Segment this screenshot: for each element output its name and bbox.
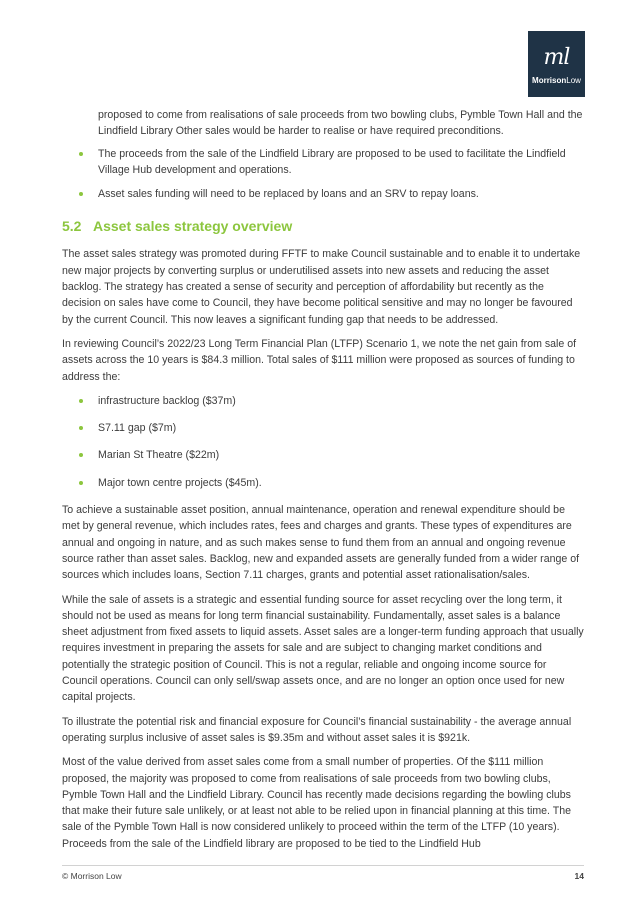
list-item: Major town centre projects ($45m). — [62, 475, 584, 491]
logo-mark: ml — [543, 45, 570, 70]
funding-bullet-list — [62, 393, 584, 491]
list-item: Marian St Theatre ($22m) — [62, 447, 584, 463]
section-title: Asset sales strategy overview — [93, 218, 293, 235]
morrison-low-logo — [528, 31, 585, 97]
paragraph: To achieve a sustainable asset position, annual maintenance, operation and renewal expenditure should be met by general revenue, which includes rates, fees and charges and grants. These types of expenditures are annual and ongoing in nature, and as such makes sense to fund them from an annual and ongoing revenue source rather than asset sales. Backlog, new and expanded assets are generally funded from a wider range of sources which includes loans, Section 7.11 charges, grants and potential asset rationalisation/sales. — [62, 504, 580, 582]
list-item: infrastructure backlog ($37m) — [62, 393, 584, 409]
logo-brand-b: Low — [566, 76, 581, 85]
section-heading — [62, 216, 584, 236]
page-footer — [62, 865, 584, 881]
list-item: Asset sales funding will need to be replaced by loans and an SRV to repay loans. — [62, 186, 584, 202]
section-number: 5.2 — [62, 218, 82, 235]
page-content — [62, 107, 584, 860]
logo-brand — [528, 76, 585, 85]
intro-bullet-list — [62, 146, 584, 203]
paragraph: Most of the value derived from asset sales come from a small number of properties. Of the $111 million proposed, the majority was proposed to come from realisations of sale proceeds from two bowling clubs, Pymble Town Hall and the Lindfield Library. Council has recently made decisions regarding the bowling clubs that make their future sale unlikely, or at least not able to be relied upon in financial planning at this time. The sale of the Pymble Town Hall is now considered unlikely to proceed within the term of the LTFP (10 years). Proceeds from the sale of the Lindfield library are proposed to be tied to the Lindfield Hub — [62, 756, 571, 850]
footer-copyright: © Morrison Low — [62, 871, 122, 881]
paragraph: The asset sales strategy was promoted during FFTF to make Council sustainable and to enable it to undertake new major projects by converting surplus or underutilised assets into new assets and reducing the asset backlog. The strategy has created a sense of security and perception of affordability but recently as the decision on sales have come to Council, they have become political sensitive and may no longer be favoured by the current Council. This now leaves a significant funding gap that needs to be addressed. — [62, 248, 581, 326]
paragraph: While the sale of assets is a strategic and essential funding source for asset recycling over the long term, it should not be used as means for long term financial sustainability. Fundamentally, asset sales is a balance sheet adjustment from fixed assets to liquid assets. Asset sales are a longer-term funding approach that usually requires investment in preparing the assets for sale and are subject to changing market conditions and potentially the strategic position of Council. This is not a regular, reliable and ongoing income source for Council operations. Council can only sell/swap assets once, and are no longer an option once used for new capital projects. — [62, 593, 584, 704]
continued-bullet-text: proposed to come from realisations of sale proceeds from two bowling clubs, Pymble Town Hall and the Lindfield Library Other sales would be harder to realise or have required preconditions. — [98, 109, 583, 138]
list-item: S7.11 gap ($7m) — [62, 420, 584, 436]
list-item: The proceeds from the sale of the Lindfield Library are proposed to be used to facilitate the Lindfield Village Hub development and operations. — [62, 146, 584, 179]
logo-brand-a: Morrison — [532, 76, 567, 85]
paragraph: To illustrate the potential risk and financial exposure for Council’s financial sustainability - the average annual operating surplus inclusive of asset sales is $9.35m and without asset sales it is $921k. — [62, 715, 572, 744]
page-number: 14 — [574, 871, 584, 881]
paragraph: In reviewing Council’s 2022/23 Long Term Financial Plan (LTFP) Scenario 1, we note the net gain from sale of assets across the 10 years is $84.3 million. Total sales of $111 million were proposed as sources of funding to address the: — [62, 337, 577, 383]
